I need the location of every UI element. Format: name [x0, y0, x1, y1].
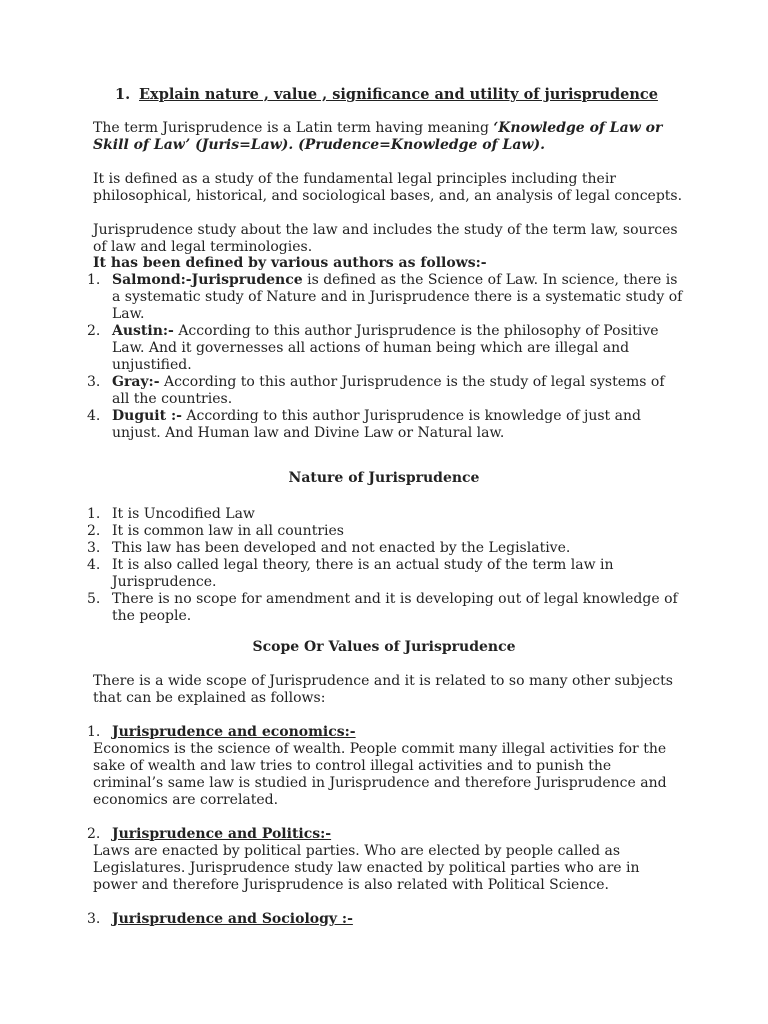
- definition-text: is defined as the Science of Law. In science, there is a systematic study of Nature and in Jurisprudence there is a systematic study of Law.: [112, 272, 683, 322]
- author-name: Gray:-: [112, 374, 160, 390]
- author-name: Duguit :-: [112, 408, 182, 424]
- page-title: [115, 86, 705, 103]
- scope-intro: There is a wide scope of Jurisprudence and it is related to so many other subjects that can be explained as follows:: [93, 673, 673, 706]
- scope-subheading: [87, 911, 353, 928]
- intro-paragraph-2: It is defined as a study of the fundamental legal principles including their philosophical, historical, and sociological bases, and, an analysis of legal concepts.: [93, 171, 683, 204]
- list-number: 2.: [87, 323, 101, 339]
- list-number: 5.: [87, 591, 101, 607]
- section-number: 2.: [87, 826, 101, 842]
- section-number: 1.: [87, 724, 101, 740]
- section-title: Jurisprudence and Politics:-: [112, 826, 332, 842]
- nature-text: It is also called legal theory, there is an actual study of the term law in Jurisprudence.: [112, 557, 614, 590]
- scope-subheading: [87, 724, 356, 741]
- list-number: 3.: [87, 540, 101, 556]
- definition-item: [87, 272, 683, 323]
- scope-subheading: [87, 826, 331, 843]
- nature-text: It is Uncodified Law: [112, 506, 255, 522]
- definitions-heading: It has been defined by various authors as follows:-: [93, 255, 487, 271]
- intro-paragraph-1: [93, 120, 683, 154]
- scope-section-text: Laws are enacted by political parties. Who are elected by people called as Legislatures. Jurisprudence study law enacted by political parties who are in power and therefore Jurisprudence is also related with Political Science.: [93, 843, 640, 893]
- nature-text: It is common law in all countries: [112, 523, 344, 539]
- list-number: 1.: [87, 506, 101, 522]
- scope-heading: Scope Or Values of Jurisprudence: [252, 639, 516, 655]
- author-name: Austin:-: [112, 323, 174, 339]
- definition-item: [87, 408, 683, 442]
- nature-item: [87, 557, 683, 591]
- title-number: 1.: [115, 86, 131, 103]
- list-number: 3.: [87, 374, 101, 390]
- definition-item: [87, 323, 683, 374]
- nature-item: [87, 523, 683, 540]
- title-text: Explain nature , value , significance and utility of jurisprudence: [139, 86, 658, 103]
- definition-text: According to this author Jurisprudence is the study of legal systems of all the countries.: [112, 374, 665, 407]
- nature-item: [87, 540, 683, 557]
- definition-text: According to this author Jurisprudence is knowledge of just and unjust. And Human law and Divine Law or Natural law.: [112, 408, 641, 441]
- scope-section-text: Economics is the science of wealth. People commit many illegal activities for the sake of wealth and law tries to control illegal activities and to punish the criminal’s same law is studied in Jurisprudence and therefore Jurisprudence and economics are correlated.: [93, 741, 667, 808]
- definition-text: According to this author Jurisprudence is the philosophy of Positive Law. And it governesses all actions of human being which are illegal and unjustified.: [112, 323, 659, 373]
- section-title: Jurisprudence and economics:-: [112, 724, 356, 740]
- list-number: 1.: [87, 272, 101, 288]
- nature-heading: Nature of Jurisprudence: [288, 470, 480, 486]
- section-number: 3.: [87, 911, 101, 927]
- definitions-list: [87, 272, 683, 442]
- intro-text: The term Jurisprudence is a Latin term having meaning: [93, 120, 494, 136]
- list-number: 4.: [87, 557, 101, 573]
- list-number: 4.: [87, 408, 101, 424]
- nature-item: [87, 591, 683, 625]
- list-number: 2.: [87, 523, 101, 539]
- nature-list: [87, 506, 683, 625]
- nature-item: [87, 506, 683, 523]
- intro-paragraph-3: Jurisprudence study about the law and includes the study of the term law, sources of law and legal terminologies.: [93, 222, 678, 255]
- author-name: Salmond:-Jurisprudence: [112, 272, 303, 288]
- nature-text: This law has been developed and not enacted by the Legislative.: [112, 540, 571, 556]
- nature-text: There is no scope for amendment and it is developing out of legal knowledge of the people.: [112, 591, 678, 624]
- intro-emphasis: ‘Knowledge of Law or Skill of Law’ (Juris=Law). (Prudence=Knowledge of Law).: [93, 120, 663, 153]
- section-title: Jurisprudence and Sociology :-: [112, 911, 353, 927]
- definition-item: [87, 374, 683, 408]
